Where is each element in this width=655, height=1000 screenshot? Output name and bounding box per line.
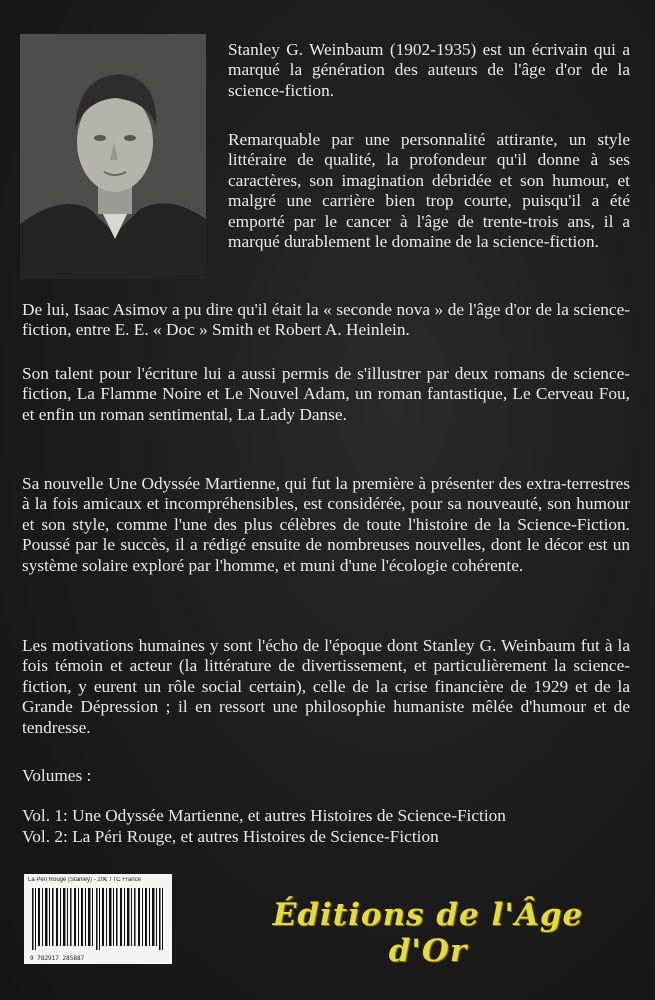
bio-odyssey: Sa nouvelle Une Odyssée Martienne, qui fut la première à présenter des extra-terrestres à la fois amicaux et incompréhensibles, est considérée, pour sa nouveauté, son humour et son style, comme l'une des plus célèbres de toute l'histoire de la Science-Fiction. Poussé par le succès, il a rédigé ensuite de nombreuses nouvelles, dont le décor est un système solaire exploré par l'homme, et muni d'une l'écologie cohérente. <box>22 474 630 575</box>
barcode-bars-icon <box>30 888 166 950</box>
bio-odyssey-block <box>22 474 630 576</box>
bio-personality-block <box>228 130 630 252</box>
bio-motivations: Les motivations humaines y sont l'écho de l'époque dont Stanley G. Weinbaum fut à la fois témoin et acteur (la littérature de divertissement, et particulièrement la science-fiction, y eurent un rôle social certain), celle de la crise financière de 1929 et de la Grande Dépression ; il en ressort une philosophie humaniste mêlée d'humour et de tendresse. <box>22 636 630 737</box>
bio-motivations-block <box>22 636 630 738</box>
barcode-caption: La Péri Rouge (Stanley) - 20€ TTC France <box>28 877 141 883</box>
author-portrait <box>20 34 206 279</box>
volume-2: Vol. 2: La Péri Rouge, et autres Histoires de Science-Fiction <box>22 827 439 846</box>
bio-asimov-block <box>22 300 630 341</box>
bio-talent: Son talent pour l'écriture lui a aussi permis de s'illustrer par deux romans de science-fiction, La Flamme Noire et Le Nouvel Adam, un roman fantastique, Le Cerveau Fou, et enfin un roman sentimental, La Lady Danse. <box>22 364 630 424</box>
publisher-logo: Éditions de l'Âge d'Or <box>272 897 584 969</box>
bio-intro-block <box>228 40 630 101</box>
isbn-barcode <box>24 874 172 964</box>
bio-intro: Stanley G. Weinbaum (1902-1935) est un écrivain qui a marqué la génération des auteurs de l'âge d'or de la science-fiction. <box>228 40 630 100</box>
volumes-heading: Volumes : <box>22 766 92 785</box>
bio-personality: Remarquable par une personnalité attirante, un style littéraire de qualité, la profondeur qu'il donne à ses caractères, son imagination débridée et son humour, et malgré une carrière bien trop courte, puisqu'il a été emporté par le cancer à l'âge de trente-trois ans, il a marqué durablement le domaine de la science-fiction. <box>228 130 630 252</box>
bio-asimov: De lui, Isaac Asimov a pu dire qu'il était la « seconde nova » de l'âge d'or de la science-fiction, entre E. E. « Doc » Smith et Robert A. Heinlein. <box>22 300 630 340</box>
isbn-number: 9 782917 285887 <box>30 955 85 962</box>
bio-talent-block <box>22 364 630 425</box>
volume-1: Vol. 1: Une Odyssée Martienne, et autres Histoires de Science-Fiction <box>22 806 506 825</box>
